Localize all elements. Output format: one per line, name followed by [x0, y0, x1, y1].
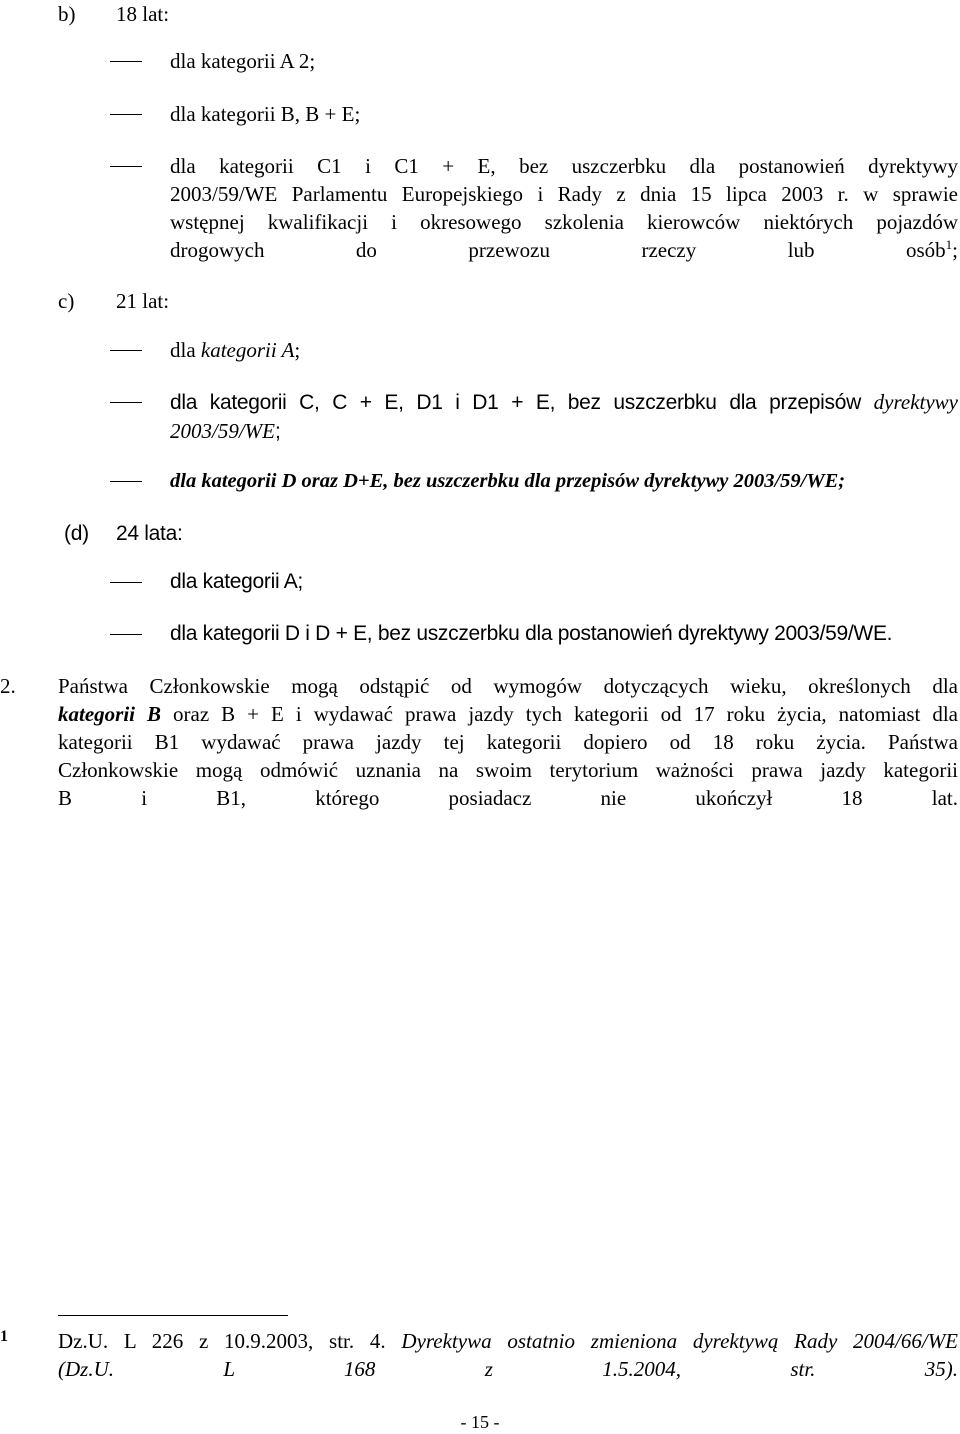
- section-c-title: 21 lat:: [116, 289, 170, 313]
- paragraph-line: Państwa Członkowskie mogą odstąpić od wymogów dotyczących wieku, określonych dla: [58, 674, 958, 698]
- section-d-title: 24 lata:: [116, 522, 183, 545]
- dash-marker: [110, 582, 142, 583]
- paragraph-line: Członkowskie mogą odmówić uznania na swoim terytorium ważności prawa jazdy kategorii: [58, 758, 958, 782]
- item-line: dla kategorii C, C + E, D1 i D1 + E, bez uszczerbku dla przepisów dyrektywy: [170, 390, 958, 414]
- paragraph-number: 2.: [0, 674, 16, 698]
- list-item: [170, 152, 958, 264]
- list-item: [170, 388, 958, 446]
- paragraph-line: kategorii B1 wydawać prawa jazdy tej kategorii dopiero od 18 roku życia. Państwa: [58, 730, 958, 754]
- dash-marker: [110, 402, 142, 403]
- paragraph-line: B i B1, którego posiadacz nie ukończył 18 lat.: [58, 786, 958, 810]
- section-b-label: b): [58, 2, 76, 26]
- section-d-label: (d): [64, 522, 89, 545]
- paragraph-2: [58, 672, 958, 812]
- page-number: - 15 -: [460, 1412, 500, 1432]
- dash-marker: [110, 350, 142, 351]
- footnote-divider: [58, 1315, 288, 1316]
- footnote-line: Dz.U. L 226 z 10.9.2003, str. 4. Dyrektywa ostatnio zmieniona dyrektywą Rady 2004/66/WE: [58, 1329, 959, 1353]
- footnote-text: [58, 1327, 958, 1383]
- dash-marker: [110, 114, 142, 115]
- item-line: dla kategorii C1 i C1 + E, bez uszczerbku dla postanowień dyrektywy: [170, 154, 958, 178]
- item-line: wstępnej kwalifikacji i okresowego szkolenia kierowców niektórych pojazdów: [170, 210, 958, 234]
- dash-marker: [110, 481, 142, 482]
- dash-marker: [110, 61, 142, 62]
- list-item: dla kategorii D i D + E, bez uszczerbku dla postanowień dyrektywy 2003/59/WE.: [170, 622, 893, 645]
- dash-marker: [110, 634, 142, 635]
- list-item: dla kategorii D oraz D+E, bez uszczerbku dla przepisów dyrektywy 2003/59/WE;: [170, 470, 846, 492]
- section-c-label: c): [58, 289, 75, 313]
- footnote-reference: 1: [945, 237, 953, 252]
- paragraph-line: kategorii B oraz B + E i wydawać prawa jazdy tych kategorii od 17 roku życia, natomiast dla: [58, 702, 958, 726]
- section-b-title: 18 lat:: [116, 2, 170, 26]
- footnote-marker: 1: [0, 1328, 8, 1345]
- list-item: dla kategorii A;: [170, 570, 303, 593]
- dash-marker: [110, 166, 142, 167]
- list-item: dla kategorii A 2;: [170, 49, 316, 73]
- item-line: 2003/59/WE;: [170, 419, 281, 443]
- footnote-line: (Dz.U. L 168 z 1.5.2004, str. 35).: [58, 1357, 958, 1381]
- item-line: drogowych do przewozu rzeczy lub osób$^1$;: [170, 237, 958, 262]
- item-line: 2003/59/WE Parlamentu Europejskiego i Rady z dnia 15 lipca 2003 r. w sprawie: [170, 182, 958, 206]
- list-item: dla kategorii B, B + E;: [170, 102, 361, 126]
- list-item: dla kategorii A;: [170, 338, 301, 362]
